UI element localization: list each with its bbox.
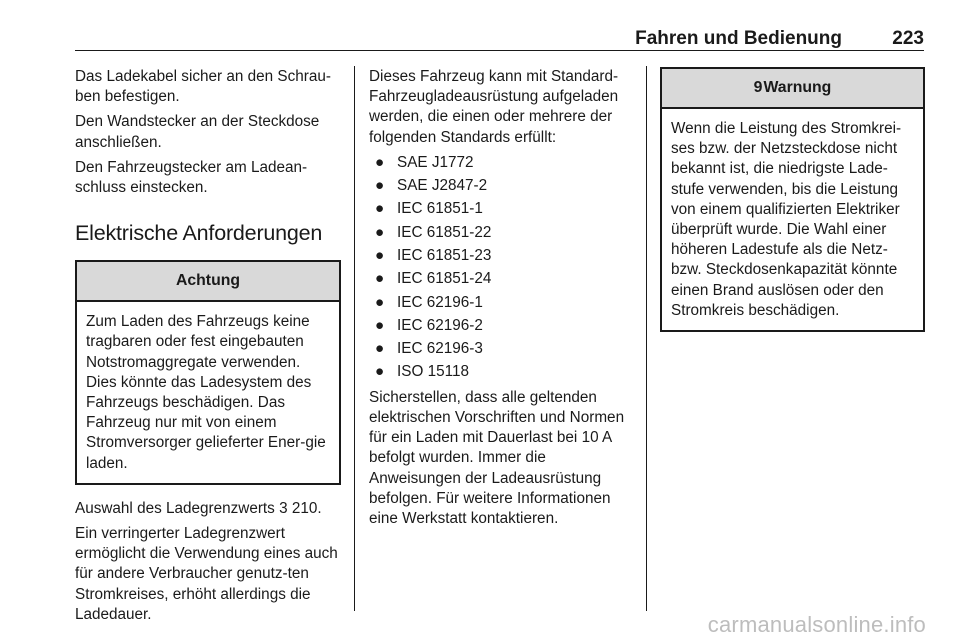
caution-title: Achtung — [77, 262, 339, 302]
column-1 — [75, 67, 341, 630]
section-heading: Elektrische Anforderungen — [75, 221, 323, 246]
list-item: ● SAE J2847-2 — [369, 176, 633, 199]
header-rule — [75, 50, 924, 51]
paragraph-closing: Sicherstellen, dass alle geltenden elektrischen Vorschriften und Normen für ein Laden mit Dauerlast bei 10 A befolgt wurden. Immer die Anweisungen der Ladeausrüstung befolgen. Für weitere Informationen eine Werkstatt kontaktieren. — [369, 388, 625, 527]
caution-box — [75, 260, 341, 485]
warning-box — [660, 67, 925, 332]
bullet-icon: ● — [375, 340, 385, 358]
bullet-icon: ● — [375, 363, 385, 381]
bullet-icon: ● — [375, 177, 385, 195]
paragraph-cable: Das Ladekabel sicher an den Schrau-ben befestigen. — [75, 68, 331, 106]
standards-list — [369, 153, 633, 386]
charge-limit-reference — [75, 499, 341, 519]
column-divider-2 — [646, 66, 647, 611]
bullet-icon: ● — [375, 200, 385, 218]
page-number: 223 — [892, 28, 924, 49]
reference-text: Auswahl des Ladegrenzwerts — [75, 499, 275, 517]
column-divider-1 — [354, 66, 355, 611]
paragraph-wall-plug: Den Wandstecker an der Steckdose anschließen. — [75, 113, 320, 151]
bullet-icon: ● — [375, 247, 385, 264]
watermark: carmanualsonline.info — [707, 612, 926, 637]
bullet-icon: ● — [375, 270, 385, 288]
paragraph-intro: Dieses Fahrzeug kann mit Standard-Fahrzeugladeausrüstung aufgeladen werden, die einen oder mehrere der folgenden Standards erfüllt: — [369, 68, 619, 146]
reference-page-link[interactable]: 210. — [291, 499, 322, 517]
warning-title: Warnung — [763, 79, 832, 96]
bullet-icon: ● — [375, 223, 385, 241]
column-2 — [369, 67, 633, 534]
bullet-icon: ● — [375, 293, 385, 311]
caution-text: Zum Laden des Fahrzeugs keine tragbaren oder fest eingebauten Notstromaggregate verwenden. Dies könnte das Ladesystem des Fahrzeugs beschädigen. Das Fahrzeug nur mit von einem Stromversorger gelieferter Ener-gie laden. — [86, 313, 326, 472]
list-item: ● IEC 61851-23 — [369, 246, 633, 269]
column-3 — [660, 67, 925, 346]
bullet-icon: ● — [375, 153, 385, 171]
list-item: ● ISO 15118 — [369, 362, 633, 385]
bullet-icon: ● — [375, 316, 385, 334]
list-item: ● SAE J1772 — [369, 153, 633, 176]
warning-text: Wenn die Leistung des Stromkrei-ses bzw. der Netzsteckdose nicht bekannt ist, die niedrigste Lade-stufe verwenden, bis die Leistung von einem qualifizierten Elektriker überprüft wurde. Die Wahl einer höheren Ladestufe als die Netz-bzw. Steckdosenkapazität könnte einen Brand auslösen oder den Stromkreis beschädigen. — [671, 120, 902, 319]
list-item: ● IEC 62196-1 — [369, 293, 633, 316]
page-ref-icon: 3 — [279, 499, 288, 517]
warning-icon: 9 — [753, 79, 763, 96]
paragraph-vehicle-plug: Den Fahrzeugstecker am Ladean-schluss einstecken. — [75, 158, 308, 197]
paragraph-charge-limit: Ein verringerter Ladegrenzwert ermöglicht die Verwendung eines auch für andere Verbraucher genutz-ten Stromkreises, erhöht allerdings die Ladedauer. — [75, 525, 338, 623]
page-header-title: Fahren und Bedienung — [635, 28, 842, 49]
list-item: ● IEC 62196-2 — [369, 316, 633, 339]
list-item: ● IEC 62196-3 — [369, 339, 633, 362]
warning-header — [662, 69, 923, 109]
list-item: ● IEC 61851-24 — [369, 269, 633, 292]
list-item: ● IEC 61851-1 — [369, 199, 633, 222]
list-item: ● IEC 61851-22 — [369, 223, 633, 246]
